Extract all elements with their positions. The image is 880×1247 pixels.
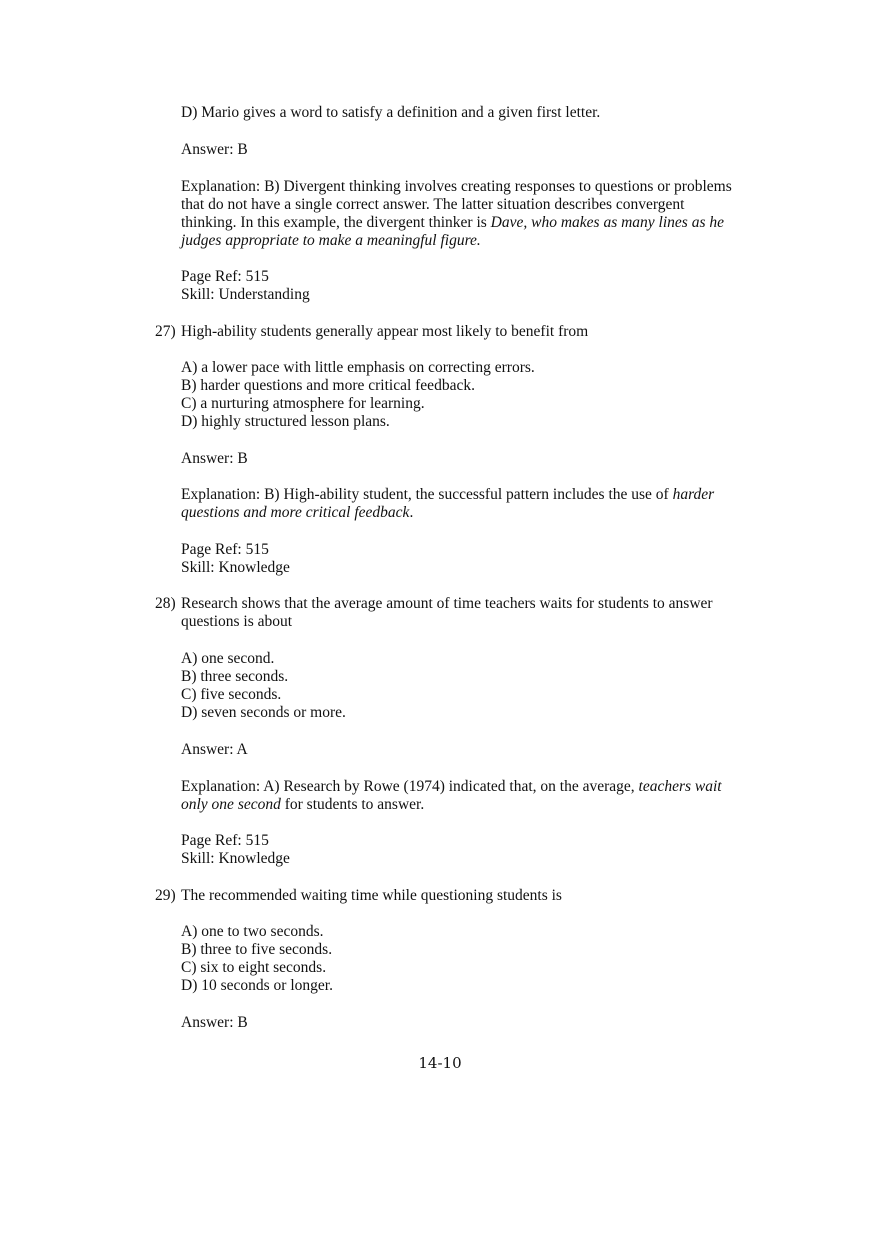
q27-answer: Answer: B xyxy=(181,450,248,467)
q28-explanation-line2-italic: only one second xyxy=(181,796,281,813)
prev-explanation-line4 xyxy=(181,232,481,251)
q27-explanation-line1-italic: harder xyxy=(672,486,715,503)
q27-page-ref: Page Ref: 515 xyxy=(181,541,269,558)
prev-explanation-line1: Explanation: B) Divergent thinking involves creating responses to questions or problems xyxy=(181,178,732,195)
prev-explanation-line2: that do not have a single correct answer. The latter situation describes convergent xyxy=(181,196,685,213)
q28-explanation-line1 xyxy=(181,778,722,797)
q28-explanation-line1-plain: Explanation: A) Research by Rowe (1974) indicated that, on the average, xyxy=(181,778,639,795)
q29-answer: Answer: B xyxy=(181,1014,248,1031)
prev-skill: Skill: Understanding xyxy=(181,286,310,303)
q28-explanation-line2 xyxy=(181,796,424,815)
q27-option-d: D) highly structured lesson plans. xyxy=(181,413,390,430)
q28-option-c: C) five seconds. xyxy=(181,686,282,703)
prev-explanation-line4-italic: judges appropriate to make a meaningful figure. xyxy=(181,232,481,249)
q28-number: 28) xyxy=(155,595,176,612)
q27-explanation-line2-italic: questions and more critical feedback xyxy=(181,504,410,521)
q28-explanation-line2-plain: for students to answer. xyxy=(280,796,425,813)
q28-answer: Answer: A xyxy=(181,741,248,758)
q28-page-ref: Page Ref: 515 xyxy=(181,832,269,849)
q28-option-b: B) three seconds. xyxy=(181,668,289,685)
q27-skill: Skill: Knowledge xyxy=(181,559,290,576)
q29-option-a: A) one to two seconds. xyxy=(181,923,324,940)
q27-explanation-line2-plain: . xyxy=(409,504,414,521)
q28-option-d: D) seven seconds or more. xyxy=(181,704,346,721)
prev-option-d: D) Mario gives a word to satisfy a definition and a given first letter. xyxy=(181,104,601,121)
prev-answer: Answer: B xyxy=(181,141,248,158)
q28-stem-line2: questions is about xyxy=(181,613,293,630)
q27-explanation-line2 xyxy=(181,504,413,523)
q29-option-c: C) six to eight seconds. xyxy=(181,959,327,976)
page-number: 14-10 xyxy=(418,1054,462,1072)
q29-stem: The recommended waiting time while questioning students is xyxy=(181,887,562,904)
q27-option-c: C) a nurturing atmosphere for learning. xyxy=(181,395,425,412)
prev-page-ref: Page Ref: 515 xyxy=(181,268,269,285)
prev-explanation-line3-italic: Dave, who makes as many lines as he xyxy=(490,214,724,231)
q28-explanation-line1-italic: teachers wait xyxy=(638,778,722,795)
q29-option-b: B) three to five seconds. xyxy=(181,941,333,958)
q29-number: 29) xyxy=(155,887,176,904)
q29-option-d: D) 10 seconds or longer. xyxy=(181,977,333,994)
q27-explanation-line1-plain: Explanation: B) High-ability student, the successful pattern includes the use of xyxy=(181,486,673,503)
q27-stem: High-ability students generally appear most likely to benefit from xyxy=(181,323,589,340)
q28-stem-line1: Research shows that the average amount of time teachers waits for students to answer xyxy=(181,595,713,612)
prev-explanation-line3 xyxy=(181,214,724,233)
q27-explanation-line1 xyxy=(181,486,714,505)
q28-skill: Skill: Knowledge xyxy=(181,850,290,867)
q27-option-a: A) a lower pace with little emphasis on correcting errors. xyxy=(181,359,535,376)
q28-option-a: A) one second. xyxy=(181,650,275,667)
q27-option-b: B) harder questions and more critical feedback. xyxy=(181,377,475,394)
prev-explanation-line3-plain: thinking. In this example, the divergent thinker is xyxy=(181,214,491,231)
q27-number: 27) xyxy=(155,323,176,340)
